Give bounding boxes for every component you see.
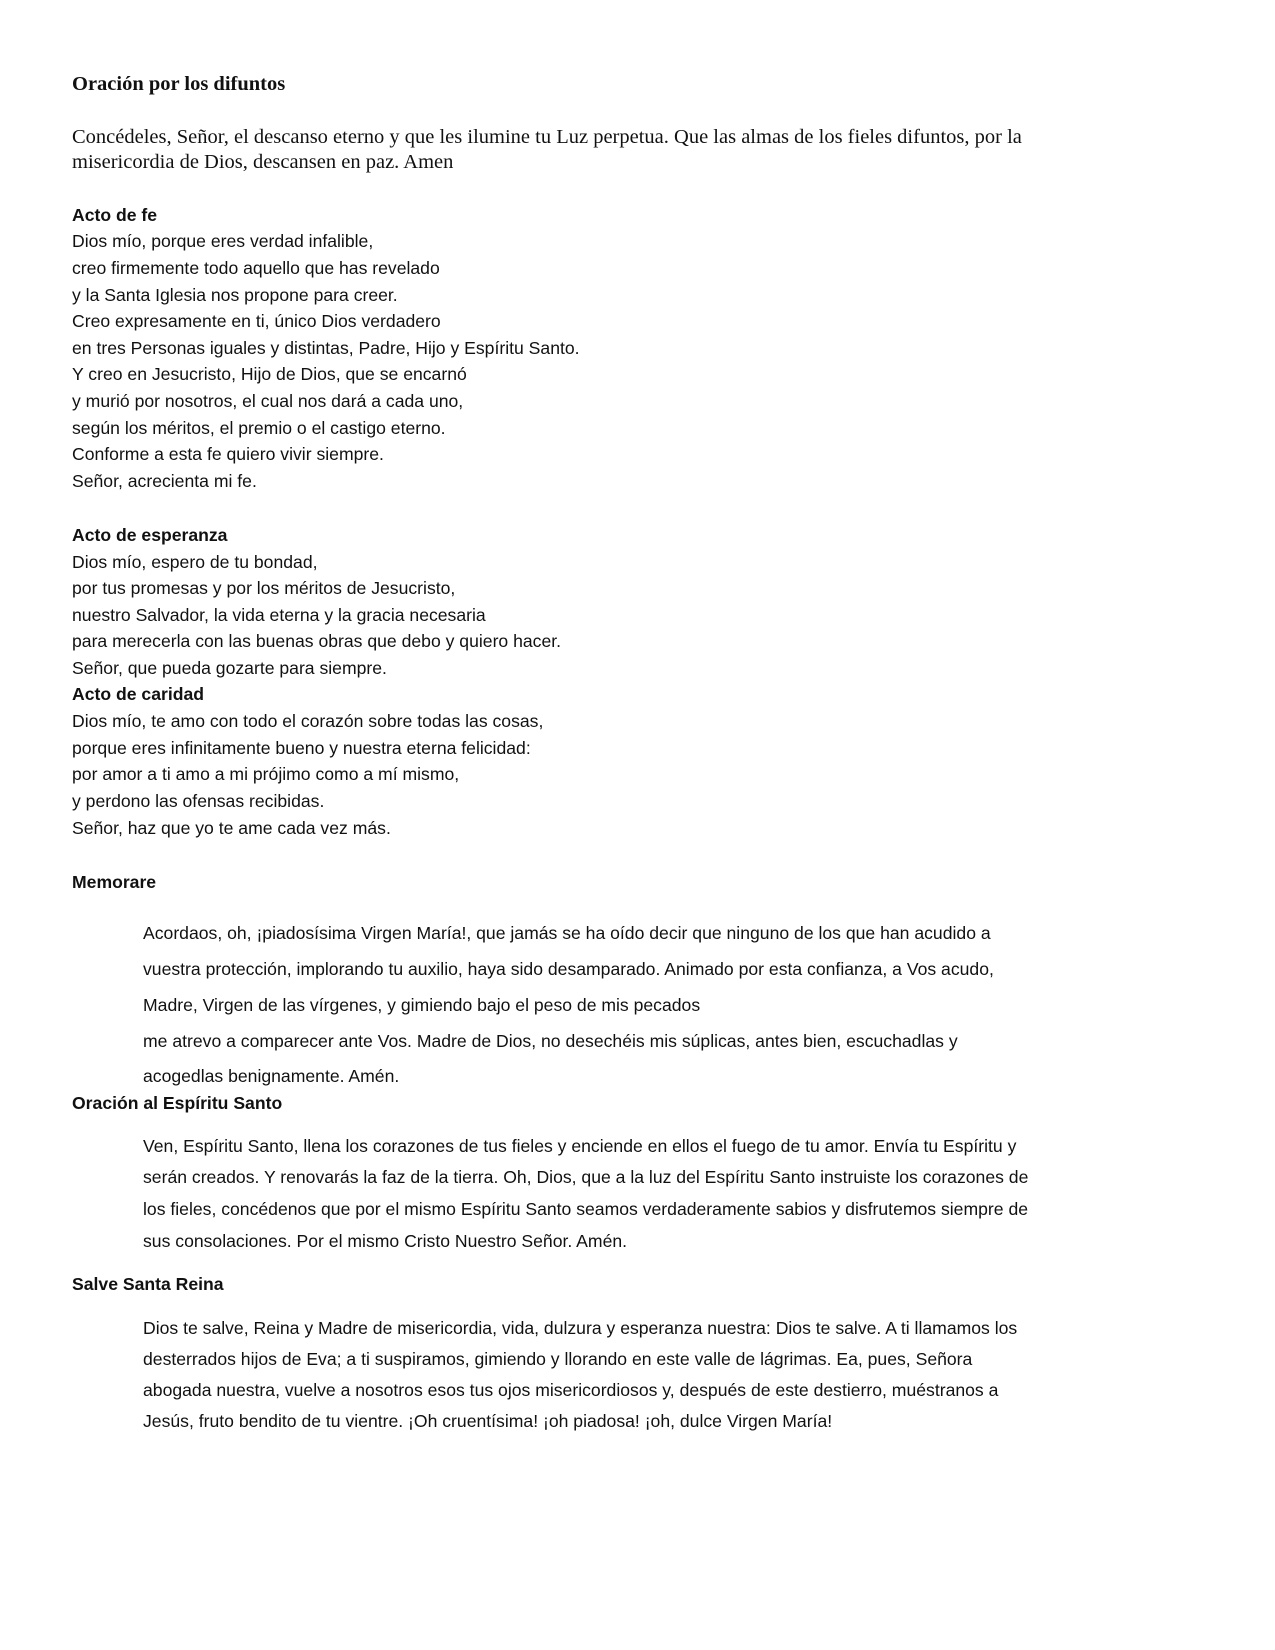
- paragraph-line: abogada nuestra, vuelve a nosotros esos tus ojos misericordiosos y, después de este destierro, muéstranos a: [143, 1380, 999, 1400]
- paragraph-line: misericordia de Dios, descansen en paz. Amen: [72, 151, 454, 173]
- paragraph-line: porque eres infinitamente bueno y nuestra eterna felicidad:: [72, 738, 531, 758]
- paragraph-line: Madre, Virgen de las vírgenes, y gimiendo bajo el peso de mis pecados: [143, 995, 701, 1015]
- heading-acto-de-caridad: Acto de caridad: [72, 684, 204, 704]
- paragraph-line: desterrados hijos de Eva; a ti suspiramos, gimiendo y llorando en este valle de lágrimas. Ea, pues, Señora: [143, 1349, 973, 1369]
- paragraph-line: Señor, haz que yo te ame cada vez más.: [72, 818, 391, 838]
- paragraph-line: para merecerla con las buenas obras que debo y quiero hacer.: [72, 631, 562, 651]
- paragraph-line: Ven, Espíritu Santo, llena los corazones de tus fieles y enciende en ellos el fuego de tu amor. Envía tu Espíritu y: [143, 1136, 1017, 1156]
- paragraph-line: según los méritos, el premio o el castigo eterno.: [72, 418, 446, 438]
- paragraph-line: Acordaos, oh, ¡piadosísima Virgen María!, que jamás se ha oído decir que ninguno de los que han acudido a: [143, 923, 991, 943]
- paragraph-line: y perdono las ofensas recibidas.: [72, 791, 325, 811]
- paragraph-line: Dios te salve, Reina y Madre de misericordia, vida, dulzura y esperanza nuestra: Dios te salve. A ti llamamos los: [143, 1318, 1018, 1338]
- paragraph-line: Jesús, fruto bendito de tu vientre. ¡Oh cruentísima! ¡oh piadosa! ¡oh, dulce Virgen María!: [143, 1411, 833, 1431]
- paragraph-line: sus consolaciones. Por el mismo Cristo Nuestro Señor. Amén.: [143, 1231, 628, 1251]
- paragraph-line: Concédeles, Señor, el descanso eterno y que les ilumine tu Luz perpetua. Que las almas de los fieles difuntos, por la: [72, 126, 1022, 148]
- paragraph-line: Dios mío, espero de tu bondad,: [72, 552, 318, 572]
- paragraph-line: vuestra protección, implorando tu auxilio, haya sido desamparado. Animado por esta confianza, a Vos acudo,: [143, 959, 994, 979]
- paragraph-line: Conforme a esta fe quiero vivir siempre.: [72, 444, 384, 464]
- heading-oracion-espiritu-santo: Oración al Espíritu Santo: [72, 1093, 283, 1113]
- paragraph-line: acogedlas benignamente. Amén.: [143, 1066, 400, 1086]
- paragraph-line: y la Santa Iglesia nos propone para creer.: [72, 285, 398, 305]
- heading-salve-santa-reina: Salve Santa Reina: [72, 1274, 224, 1294]
- paragraph-line: Dios mío, porque eres verdad infalible,: [72, 231, 374, 251]
- paragraph-line: nuestro Salvador, la vida eterna y la gracia necesaria: [72, 605, 486, 625]
- paragraph-line: y murió por nosotros, el cual nos dará a cada uno,: [72, 391, 464, 411]
- paragraph-line: serán creados. Y renovarás la faz de la tierra. Oh, Dios, que a la luz del Espíritu Santo instruiste los corazones de: [143, 1167, 1029, 1187]
- heading-oracion-difuntos: Oración por los difuntos: [72, 73, 286, 95]
- paragraph-line: en tres Personas iguales y distintas, Padre, Hijo y Espíritu Santo.: [72, 338, 580, 358]
- paragraph-line: los fieles, concédenos que por el mismo Espíritu Santo seamos verdaderamente sabios y disfrutemos siempre de: [143, 1199, 1029, 1219]
- paragraph-line: Creo expresamente en ti, único Dios verdadero: [72, 311, 441, 331]
- paragraph-line: me atrevo a comparecer ante Vos. Madre de Dios, no desechéis mis súplicas, antes bien, escuchadlas y: [143, 1031, 958, 1051]
- heading-acto-de-fe: Acto de fe: [72, 205, 158, 225]
- paragraph-line: creo firmemente todo aquello que has revelado: [72, 258, 440, 278]
- paragraph-line: Señor, que pueda gozarte para siempre.: [72, 658, 387, 678]
- paragraph-line: Señor, acrecienta mi fe.: [72, 471, 257, 491]
- paragraph-line: Dios mío, te amo con todo el corazón sobre todas las cosas,: [72, 711, 544, 731]
- paragraph-line: Y creo en Jesucristo, Hijo de Dios, que se encarnó: [72, 364, 467, 384]
- heading-acto-de-esperanza: Acto de esperanza: [72, 525, 228, 545]
- paragraph-line: por tus promesas y por los méritos de Jesucristo,: [72, 578, 456, 598]
- paragraph-line: por amor a ti amo a mi prójimo como a mí mismo,: [72, 764, 460, 784]
- heading-memorare: Memorare: [72, 872, 157, 892]
